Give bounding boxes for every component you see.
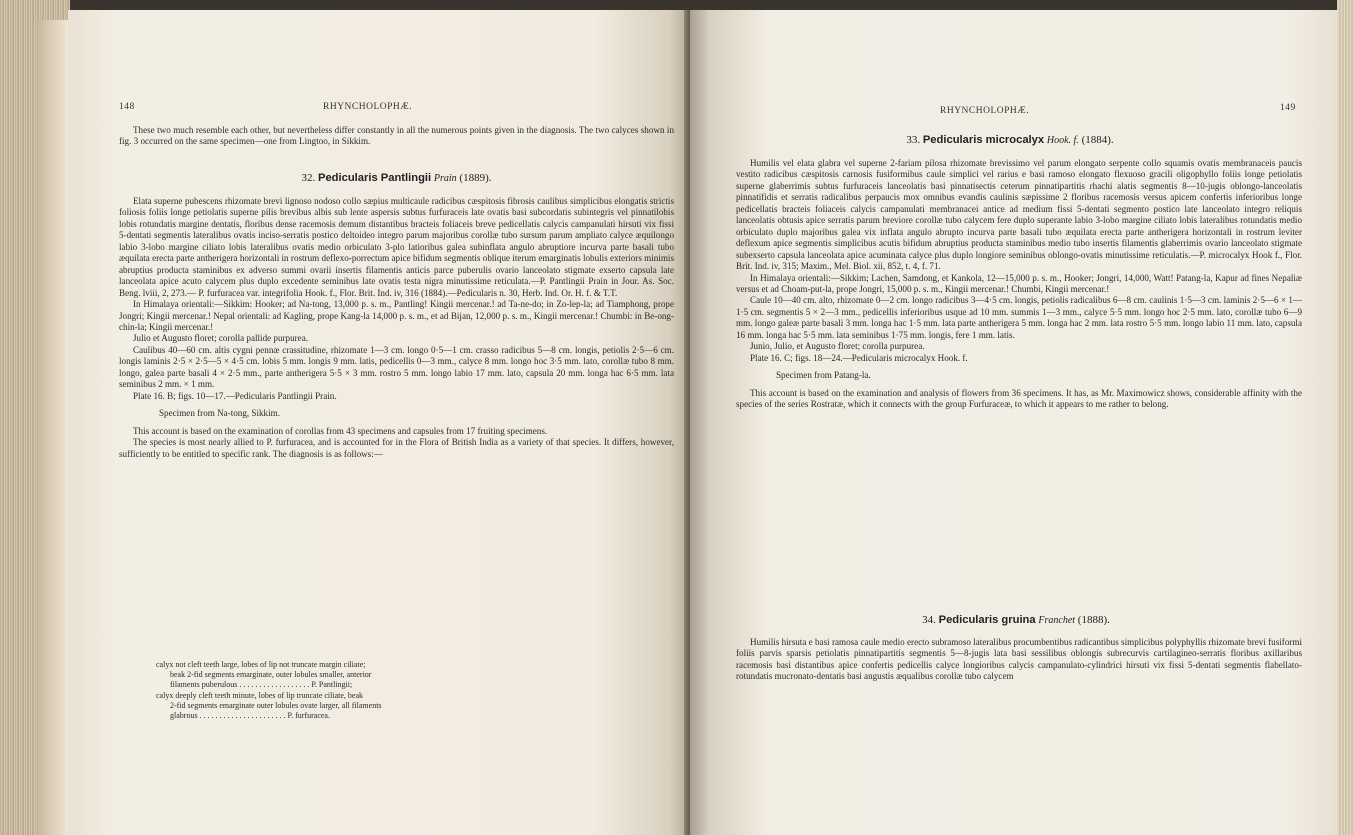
key-line: beak 2-fid segments emarginate, outer lobules smaller, anterior (170, 670, 372, 680)
plate-reference: Plate 16. B; figs. 10—17.—Pedicularis Pantlingii Prain. (133, 390, 337, 401)
diagnosis-key (156, 660, 676, 721)
intro-text: These two much resemble each other, but nevertheless differ constantly in all the numerous points given in the diagnosis. The two calyces shown in fig. 3 occurred on the same specimen—one from Lingtoo, in Sikkim. (119, 125, 674, 147)
key-line: 2-fid segments emarginate outer lobules ovate larger, all filaments (170, 700, 382, 710)
description: Elata superne pubescens rhizomate brevi lignoso nodoso collo sæpius multicaule radicibus cæspitosis fibrosis caulibus simplicibus elongatis strictis foliosis foliis longe petiolatis superne pilis brevibus albis sub lente aspersis subtus furfuraceis late ovatis basi subcordatis subintegris vel pinnatilobis lobis rotundatis margine dentatis, floribus dense racemosis demum distantibus bracteis foliaceis breve pedicellatis calycis campanulati hirsuti vix fissi 5-dentati segmentis lateralibus ovatis inciso-serratis postico deltoideo integro parum majoribus corollæ tubo sursum parum ampliato calyce æquilongo labio 3-lobo margine ciliato lobis lateralibus ovatis medio orbiculato 3-plo latioribus galea subinflata angulo abruptiore incurva parte basali tubo æquilata erecta parte antherigera horizontali in rostrum deflexo-porrectum apice bifidum segmentis oblique iterum emarginatis lobulis exteriors minimis abruptius producta staminibus ex adverso summi ovarii insertis filamentis anticis parce puberulis ovario lanceolato stigmate exserto capsula late lanceolata apice acuto calycem plus duplo excedente seminibus late ovatis testa nigra minutissime reticulata.—P. Pantlingii Prain in Jour. As. Soc. Beng. lviii, 2, 273.— P. furfuracea var. integrifolia Hook. f., Flor. Brit. Ind. iv, 316 (1884).—Pedicularis n. 30, Herb. Ind. Or. H. f. & T.T. (119, 196, 674, 298)
account-note: This account is based on the examination and analysis of flowers from 36 specimens. It has, as Mr. Maximowicz shows, considerable affinity with the species of the series Rostratæ, which it connects with the group Furfuraceæ, to which it appears to me rather to belong. (736, 387, 1302, 410)
key-line: filaments puberulous . . . . . . . . . . . . . . . . . . P. Pantlingii; (170, 680, 353, 690)
species-number: 34. (922, 614, 936, 626)
species-author: Hook. f. (1046, 135, 1079, 146)
page-edges-right (1337, 0, 1353, 835)
right-page (690, 10, 1338, 835)
plate-reference: Plate 16. C; figs. 18—24.—Pedicularis microcalyx Hook. f. (750, 352, 968, 363)
intro-paragraph (119, 125, 674, 148)
localities: In Himalaya orientali:—Sikkim: Hooker; ad Na-tong, 13,000 p. s. m., Pantling! Kingii mercenar.! ad Ta-ne-do; in Zo-lep-la; ad Tiamphong, prope Jongri; Kingii mercenar.! Nepal orientali: ad Kagling, prope Kang-la 14,000 p. s. m., et ad Bijan, 12,000 p. s. m., Kingii mercenar.! Chumbi: in Be-ong-chin-la; Kingii mercenar.! (119, 299, 674, 332)
species-year: (1889). (459, 172, 492, 184)
species-name: Pedicularis gruina (938, 614, 1036, 626)
species-number: 33. (906, 134, 921, 146)
species-year: (1888). (1077, 614, 1110, 626)
page-edge-inner (38, 20, 68, 835)
specimen-note: Specimen from Na-tong, Sikkim. (159, 408, 280, 419)
species-34-body (736, 637, 1302, 809)
page-number: 149 (1280, 103, 1296, 113)
species-name: Pedicularis microcalyx (922, 134, 1045, 146)
species-heading-32 (119, 172, 674, 184)
running-head: RHYNCHOLOPHÆ. (940, 106, 1030, 116)
measurements: Caule 10—40 cm. alto, rhizomate 0—2 cm. longo radicibus 3—4·5 cm. longis, petiolis radicalibus 6—8 cm. caulinis 1·5—3 cm. laminis 2·5—6 × 1—1·5 cm. segmentis 5 × 2—3 mm., pedicellis inferioribus usque ad 10 mm. summis 1—3 mm., calyce 5·5 mm. longo hoc 2·5 mm. lato, corollæ tubo 6—9 mm. longo galeæ parte basali 3 mm. longa hac 1·5 mm. lata parte antherigera 5 mm. longa hac 2 mm. lata rostro 5·5 mm. longo labio 11 mm. lato, capsula 16 mm. longa hac 5·5 mm. lata seminibus 1·75 mm. longis, fere 1 mm. latis. (736, 295, 1302, 340)
key-line: calyx deeply cleft teeth minute, lobes of lip truncate ciliate, beak (156, 690, 364, 700)
flowering: Julio et Augusto floret; corolla pallide purpurea. (133, 333, 309, 344)
running-head: RHYNCHOLOPHÆ. (323, 102, 413, 112)
left-page (68, 10, 688, 835)
localities: In Himalaya orientali:—Sikkim; Lachen, Samdong, et Kankola, 12—15,000 p. s. m., Hooker; Jongri, 14,000, Watt! Patang-la, Kapur ad fines Nepaliæ versus et ad Choam-put-la, prope Jongri, 15,000 p. s. m., Kingii mercenar.! Chumbi, Kingii mercenar.! (736, 272, 1302, 294)
species-number: 32. (301, 172, 316, 184)
species-year: (1884). (1081, 134, 1114, 146)
description: Humilis hirsuta e basi ramosa caule medio erecto subramoso lateralibus procumbentibus radicantibus simplicibus polyphyllis rhizomate brevi fusiformi foliis parvis sparsis petiolatis pinnatipartitis segmentis 5—8-jugis lata basi sessilibus oblongis subrecurvis cartilagineo-serratis floribus axillaribus racemosis basi distantibus apice confertis pedicellis calyce longioribus calycis campanulato-cylindrici hirsuti vix fissi 5-dentati segmentis flabellato-rotundatis mucronato-dentatis basi angustis æqualibus corollæ tubo calycem (736, 637, 1302, 682)
specimen-note: Specimen from Patang-la. (776, 370, 871, 381)
key-line: glabrous . . . . . . . . . . . . . . . . . . . . . . P. furfuracea. (170, 711, 330, 721)
species-heading-33 (730, 134, 1290, 146)
measurements: Caulibus 40—60 cm. altis cygni pennæ crassitudine, rhizomate 1—3 cm. longo 0·5—1 cm. crasso radicibus 5—8 cm. longis, petiolis 2·5—6 cm. longis laminis 2·5 × 2·5—5 × 4·5 cm. lobis 5 mm. longis 9 mm. latis, pedicellis 0—3 mm., calyce 8 mm. longo hoc 3·5 mm. lato, corollæ tubo 8 mm. longo, galea parte basali 4 × 2·5 mm., parte antherigera 5·5 × 3 mm. rostro 5 mm. longo labio 17 mm. lato, capsula 20 mm. longa hac 6·5 mm. lata seminibus 2 mm. × 1 mm. (119, 344, 674, 390)
account-note: This account is based on the examination of corollas from 43 specimens and capsules from 17 fruiting specimens. (133, 425, 548, 436)
species-name: Pedicularis Pantlingii (317, 172, 432, 184)
page-number: 148 (119, 102, 135, 112)
flowering: Junio, Julio, et Augusto floret; corolla purpurea. (750, 341, 925, 352)
species-heading-34 (736, 614, 1296, 626)
species-33-body (736, 158, 1302, 598)
species-author: Prain (433, 173, 457, 184)
key-line: calyx not cleft teeth large, lobes of lip not truncate margin ciliate; (156, 660, 366, 669)
species-32-body (119, 196, 674, 651)
species-author: Franchet (1038, 615, 1076, 626)
description: Humilis vel elata glabra vel superne 2-fariam pilosa rhizomate brevissimo vel parum elongato serpente collo squamis ovatis membranaceis paucis vestito radicibus cæspitosis carnosis fusiformibus caule simplici vel rarius e basi ramoso elongato flexuoso gracili oligophyllo foliis longe petiolatis superne glaberrimis subtus furfuraceis lanceolatis basi pinnatisectis ceterum pinnatipartitis rhachi alatis segmentis 8—10-jugis oblongo-lanceolatis pinnatifidis et serratis radicalibus perpaucis mox omnibus evandis caulinis sæpissime 2 floribus racemosis versus apicem confertis inferioribus longe pedicellatis bracteis foliaceis calycis campanulati membranacei antice ad medium fissi 5-dentati segmento postico late lanceolato integro reliquis lanceolatis obtusis apice serratis parum breviore corollæ tubo calycem fere duplo superante labio 3-lobo margine ciliato lobis lateralibus rotundatis medio orbiculato duplo majoribus galea vix inflata angulo abrupto incurva parte basali tubo æquilata erecta parte antherigera horizontali in rostrum leviter deflexum apice segmentis simplicibus acutis bifidum abruptius producta staminibus medio tubo insertis filamentis glaberrimis ovario lanceolato stigmate subexserto capsula lanceolata apice acuminata calyce plus duplo longiore seminibus oblongo-ovatis minutissime reticulatis.—P. microcalyx Hook f., Flor. Brit. Ind. iv, 315; Maxim., Mel. Biol. xii, 852, t. 4, f. 71. (736, 158, 1302, 272)
allied-note: The species is most nearly allied to P. furfuracea, and is accounted for in the Flora of British India as a variety of that species. It differs, however, sufficiently to be entitled to specific rank. The diagnosis is as follows:— (119, 437, 674, 459)
